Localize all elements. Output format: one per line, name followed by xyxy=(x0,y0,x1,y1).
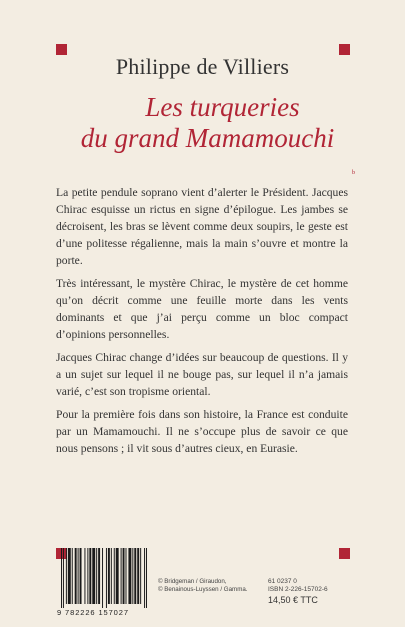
blurb-paragraph: La petite pendule soprano vient d’alerter le Président. Jacques Chirac esquisse un rictus en signe d’épilogue. Les jambes se décroisent, les bras se lèvent comme deux soupirs, le geste est d’une politesse régalienne, mais la main s’ouvre et montre la porte. xyxy=(56,186,348,267)
barcode-bar xyxy=(114,548,115,604)
barcode-bar xyxy=(66,548,67,604)
barcode-bars xyxy=(61,548,147,608)
barcode-bar xyxy=(84,548,85,604)
photo-credits xyxy=(158,578,248,594)
barcode-bar xyxy=(108,548,110,604)
barcode-bar xyxy=(63,548,64,608)
book-title-line-2: du grand Mamamouchi xyxy=(80,123,335,153)
barcode-bar xyxy=(89,548,91,604)
isbn-number: ISBN 2-226-15702-6 xyxy=(268,586,328,593)
barcode-bar xyxy=(144,548,145,608)
barcode-bar xyxy=(126,548,127,604)
book-title xyxy=(0,92,405,154)
barcode-bar xyxy=(68,548,71,604)
barcode-bar xyxy=(78,548,79,604)
barcode-bar xyxy=(121,548,122,604)
barcode-bar xyxy=(80,548,82,604)
barcode-bar xyxy=(146,548,147,608)
barcode-bar xyxy=(98,548,100,604)
barcode-bar xyxy=(137,548,139,604)
blurb-text xyxy=(56,184,348,463)
credit-line-1: © Bridgeman / Giraudon, xyxy=(158,578,227,585)
author-name: Philippe de Villiers xyxy=(115,54,290,79)
barcode-bar xyxy=(61,548,62,608)
isbn-barcode xyxy=(57,548,149,622)
publisher-code: 61 0237 0 xyxy=(268,578,297,585)
barcode-bar xyxy=(111,548,112,604)
barcode-bar xyxy=(134,548,136,604)
barcode-bar xyxy=(140,548,141,604)
barcode-bar xyxy=(75,548,77,604)
barcode-bar xyxy=(72,548,73,604)
price: 14,50 € TTC xyxy=(268,595,318,605)
barcode-bar xyxy=(106,548,107,608)
blurb-paragraph: Jacques Chirac change d’idées sur beaucoup de questions. Il y a un sujet sur lequel il ne bouge pas, sur lequel il n’a jamais varié, c’est son tropisme oriental. xyxy=(56,351,348,398)
barcode-bar xyxy=(96,548,97,604)
barcode-digits: 9 782226 157027 xyxy=(57,608,129,617)
book-title-line-1: Les turqueries xyxy=(145,92,300,122)
credit-line-2: © Benainous-Luyssen / Gamma. xyxy=(158,586,248,593)
barcode-bar xyxy=(132,548,133,604)
barcode-bar xyxy=(87,548,88,604)
small-mark: b xyxy=(352,170,355,176)
blurb-paragraph: Pour la première fois dans son histoire, la France est conduite par un Mamamouchi. Il ne s’occupe plus de savoir ce que nous pensons ; il vit sous d’autres cieux, en Eurasie. xyxy=(56,408,348,455)
barcode-bar xyxy=(123,548,125,604)
barcode-bar xyxy=(116,548,119,604)
barcode-bar xyxy=(92,548,95,604)
blurb-paragraph: Très intéressant, le mystère Chirac, le mystère de cet homme qu’on décrit comme une feuille morte dans les vents dominants et que j’ai perçu comme un bloc compact d’opinions personnelles. xyxy=(56,277,348,341)
barcode-bar xyxy=(102,548,103,608)
barcode-bar xyxy=(128,548,131,604)
corner-square-bottom-right xyxy=(339,548,350,559)
publisher-info xyxy=(268,578,350,604)
